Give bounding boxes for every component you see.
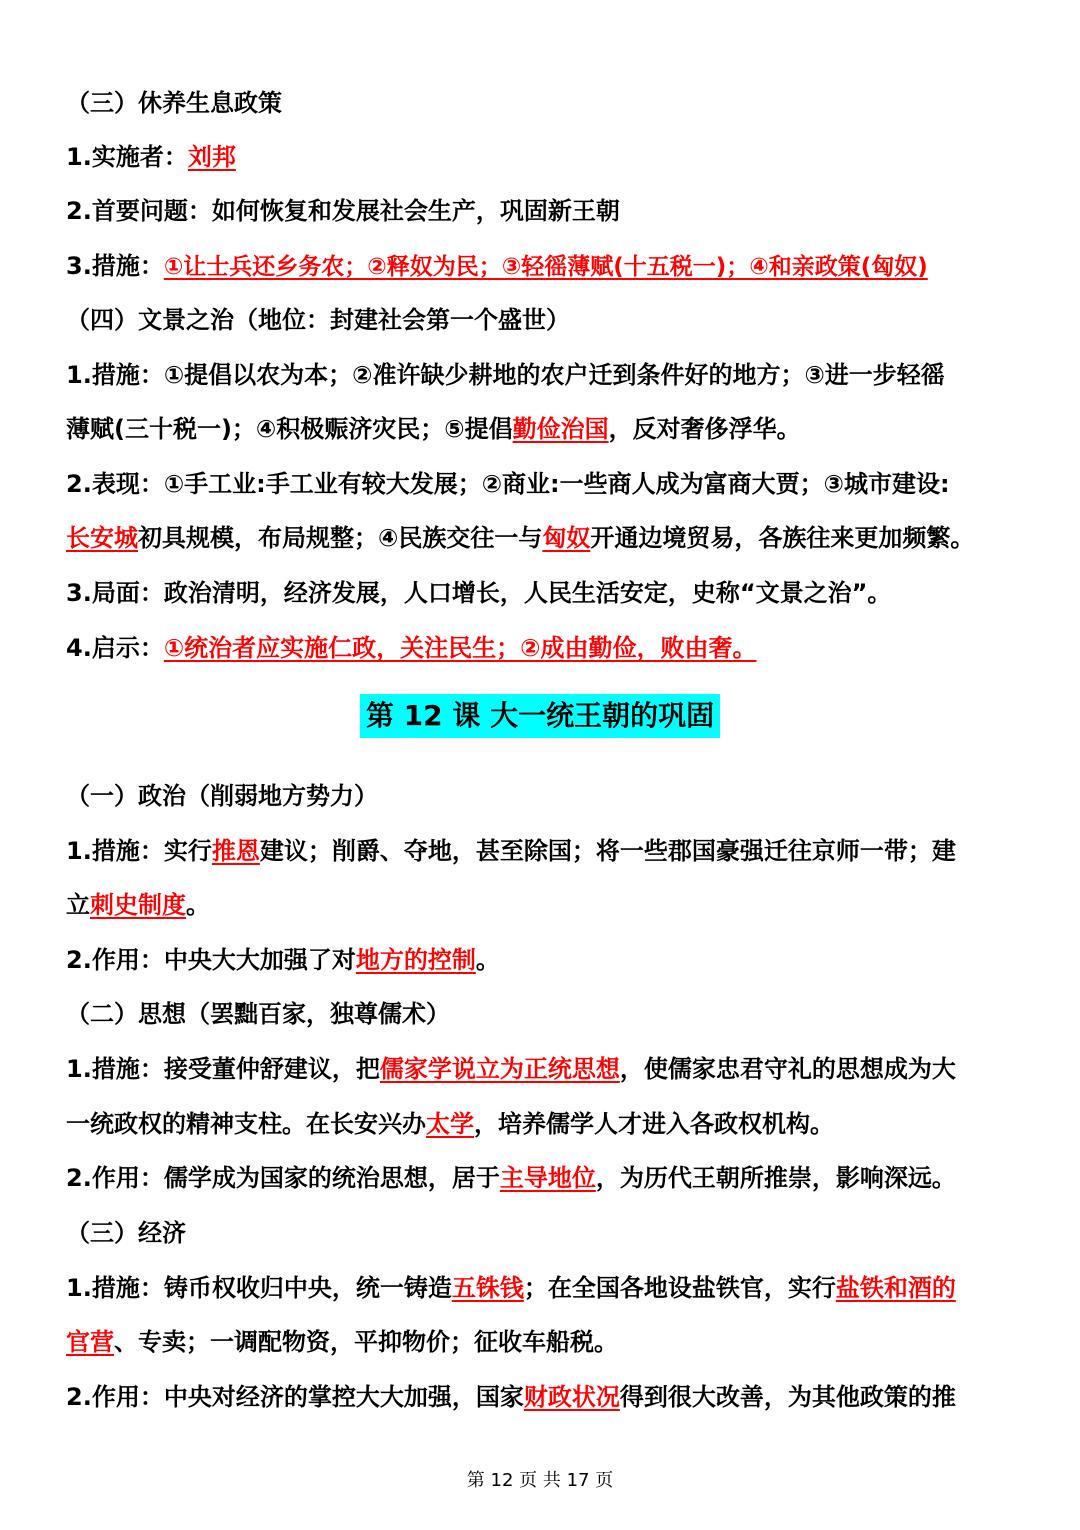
text: 开通边境贸易，各族往来更加频繁。 bbox=[590, 524, 975, 552]
highlight-text: 五铢钱 bbox=[451, 1274, 524, 1302]
text: 初具规模，布局规整；④民族交往一与 bbox=[138, 524, 543, 552]
section-heading: （四）文景之治（地位：封建社会第一个盛世） bbox=[66, 306, 570, 334]
text: 薄赋(三十税一)；④积极赈济灾民；⑤提倡 bbox=[66, 415, 513, 443]
highlight-text: 匈奴 bbox=[542, 524, 591, 552]
highlight-text: 儒家学说立为正统思想 bbox=[379, 1055, 620, 1083]
section-heading: （一）政治（削弱地方势力） bbox=[66, 782, 378, 810]
highlight-text: 刘邦 bbox=[187, 143, 236, 171]
text: 2.作用：儒学成为国家的统治思想，居于 bbox=[66, 1164, 500, 1192]
highlight-text: 财政状况 bbox=[523, 1383, 620, 1411]
text-line: 2.表现：①手工业:手工业有较大发展；②商业:一些商人成为富商大贾；③城市建设: bbox=[66, 470, 950, 498]
highlight-text: 刺史制度 bbox=[90, 891, 186, 919]
text: ，反对奢侈浮华。 bbox=[608, 415, 801, 443]
text-line bbox=[66, 888, 1021, 922]
text: ，使儒家忠君守礼的思想成为大 bbox=[619, 1055, 956, 1083]
text: 。 bbox=[186, 891, 210, 919]
text: 一统政权的精神支柱。在长安兴办 bbox=[66, 1110, 426, 1138]
highlight-text: 盐铁和酒的 bbox=[835, 1274, 956, 1302]
text-line bbox=[66, 943, 1021, 977]
section-heading: （二）思想（罢黜百家，独尊儒术） bbox=[66, 1000, 450, 1028]
highlight-text: 长安城 bbox=[66, 524, 138, 552]
text: 建议；削爵、夺地，甚至除国；将一些郡国豪强迁往京师一带；建 bbox=[259, 837, 956, 865]
page-footer: 第 12 页 共 17 页 bbox=[466, 1470, 614, 1491]
lesson-title bbox=[0, 694, 1080, 738]
lesson-title-text: 第 12 课 大一统王朝的巩固 bbox=[360, 694, 720, 738]
text: 2.作用：中央大大加强了对 bbox=[66, 946, 356, 974]
text: 4.启示： bbox=[66, 634, 164, 662]
text-line bbox=[66, 1271, 1021, 1305]
text: 3.措施： bbox=[66, 252, 164, 280]
text-line: 1.措施：①提倡以农为本；②准许缺少耕地的农户迁到条件好的地方；③进一步轻徭 bbox=[66, 361, 945, 389]
text-line bbox=[66, 140, 1021, 174]
text: 1.措施：铸币权收归中央，统一铸造 bbox=[66, 1274, 452, 1302]
text-line bbox=[66, 1052, 1021, 1086]
highlight-text: ①统治者应实施仁政，关注民生；②成由勤俭，败由奢。 bbox=[163, 634, 757, 662]
text: 得到很大改善，为其他政策的推 bbox=[619, 1383, 956, 1411]
highlight-text: 推恩 bbox=[211, 837, 260, 865]
text-line bbox=[66, 631, 1021, 665]
text-line: 3.局面：政治清明，经济发展，人口增长，人民生活安定，史称“文景之治”。 bbox=[66, 579, 892, 607]
text: ，培养儒学人才进入各政权机构。 bbox=[474, 1110, 834, 1138]
text: ，为历代王朝所推崇，影响深远。 bbox=[595, 1164, 956, 1192]
text-line bbox=[66, 1325, 1021, 1359]
highlight-text: 主导地位 bbox=[499, 1164, 596, 1192]
text: 1.措施：接受董仲舒建议，把 bbox=[66, 1055, 380, 1083]
text-line bbox=[66, 1161, 1021, 1195]
section-heading: （三）经济 bbox=[66, 1219, 186, 1247]
text-line: 2.首要问题：如何恢复和发展社会生产，巩固新王朝 bbox=[66, 197, 620, 225]
highlight-text: 官营 bbox=[66, 1328, 114, 1356]
text-line bbox=[66, 249, 1021, 284]
highlight-text: ①让士兵还乡务农；②释奴为民；③轻徭薄赋(十五税一)；④和亲政策(匈奴) bbox=[163, 254, 928, 280]
text-line bbox=[66, 1380, 1021, 1414]
highlight-text: 太学 bbox=[426, 1110, 474, 1138]
text: 。 bbox=[475, 946, 500, 974]
text-line bbox=[66, 1107, 1021, 1141]
highlight-text: 地方的控制 bbox=[355, 946, 476, 974]
text: 1.措施：实行 bbox=[66, 837, 212, 865]
text: 立 bbox=[66, 891, 90, 919]
text: ；在全国各地设盐铁官，实行 bbox=[523, 1274, 836, 1302]
section-heading: （三）休养生息政策 bbox=[66, 89, 282, 117]
text-line bbox=[66, 834, 1021, 868]
highlight-text: 勤俭治国 bbox=[512, 415, 609, 443]
text-line bbox=[66, 521, 1021, 555]
text: 1.实施者： bbox=[66, 143, 188, 171]
text-line bbox=[66, 412, 1021, 446]
text: 、专卖；一调配物资，平抑物价；征收车船税。 bbox=[114, 1328, 618, 1356]
text: 2.作用：中央对经济的掌控大大加强，国家 bbox=[66, 1383, 524, 1411]
